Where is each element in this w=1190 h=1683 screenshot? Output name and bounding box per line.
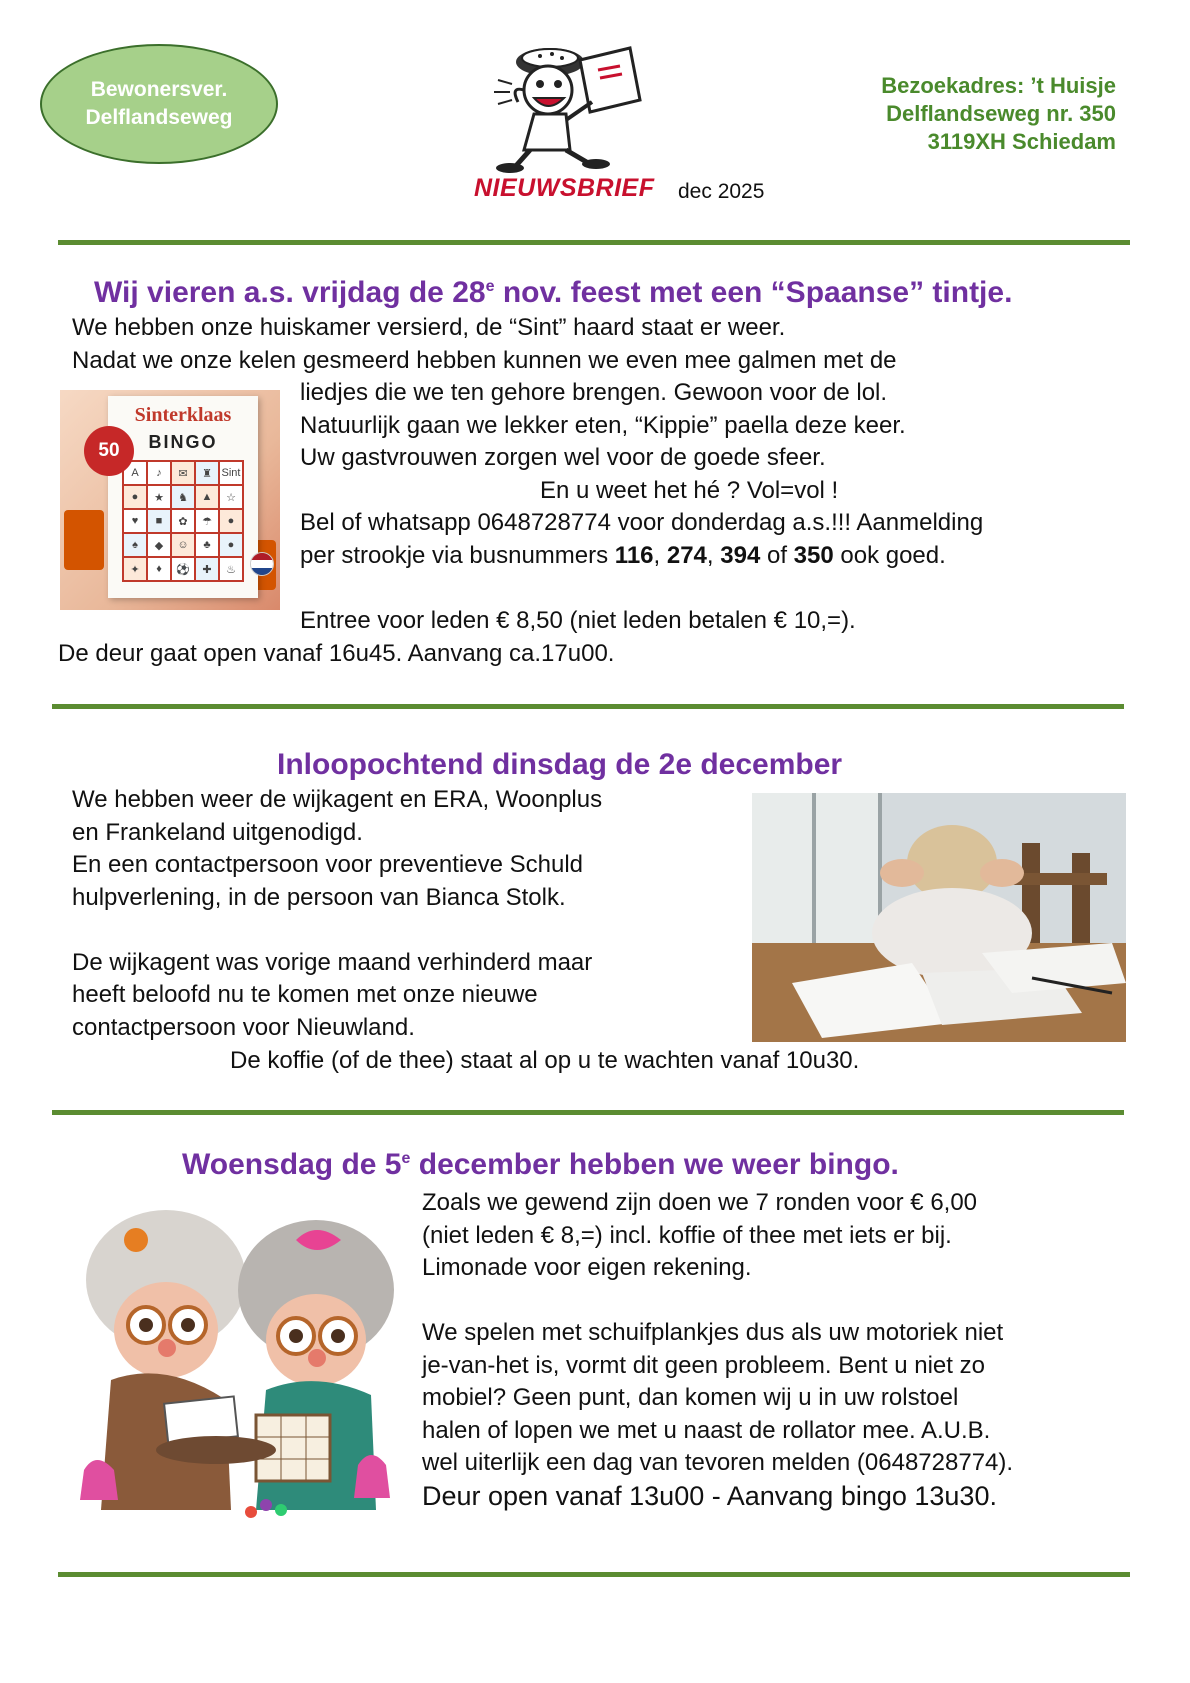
section-1-line-1: We hebben onze huiskamer versierd, de “Sint” haard staat er weer. bbox=[72, 314, 786, 341]
section-2-line-1: We hebben weer de wijkagent en ERA, Woonplus bbox=[72, 786, 603, 813]
bingo-cell: ★ bbox=[148, 486, 170, 508]
section-3-title-part-b: december hebben we weer bingo. bbox=[410, 1148, 899, 1181]
address-line-3: 3119XH Schiedam bbox=[927, 129, 1116, 154]
newsletter-date: dec 2025 bbox=[678, 180, 765, 203]
bingo-card-grid bbox=[122, 460, 244, 582]
bingo-cell: ✿ bbox=[172, 510, 194, 532]
bingo-cell: ■ bbox=[148, 510, 170, 532]
section-1-title-part-a: Wij vieren a.s. vrijdag de 28 bbox=[94, 276, 486, 309]
section-3-line-9: Deur open vanaf 13u00 - Aanvang bingo 13u30. bbox=[422, 1481, 997, 1511]
section-2-line-3: En een contactpersoon voor preventieve Schuld bbox=[72, 851, 583, 878]
badge-line-1: Bewonersver. bbox=[90, 78, 228, 101]
section-1-title-sup: e bbox=[485, 278, 495, 295]
bingo-cell: ⚽ bbox=[172, 558, 194, 580]
section-2-line-6: heeft beloofd nu te komen met onze nieuwe bbox=[72, 981, 538, 1008]
bingo-cell: ✚ bbox=[196, 558, 218, 580]
address-line-1: Bezoekadres: ’t Huisje bbox=[881, 73, 1116, 98]
section-3-line-8: wel uiterlijk een dag van tevoren melden (0648728774). bbox=[422, 1449, 1014, 1476]
newsletter-brand: NIEUWSBRIEF bbox=[474, 174, 655, 202]
section-3-title-sup: e bbox=[401, 1150, 411, 1167]
section-2-line-4: hulpverlening, in de persoon van Bianca Stolk. bbox=[72, 884, 566, 911]
bingo-cell: ♞ bbox=[172, 486, 194, 508]
section-3-line-3: Limonade voor eigen rekening. bbox=[422, 1254, 752, 1281]
divider-1 bbox=[58, 240, 1130, 245]
section-1-line-5: Uw gastvrouwen zorgen wel voor de goede sfeer. bbox=[300, 444, 826, 471]
bus-separator-1: , bbox=[653, 542, 667, 569]
section-3-line-7: halen of lopen we met u naast de rollator mee. A.U.B. bbox=[422, 1417, 991, 1444]
bingo-cell: ☺ bbox=[172, 534, 194, 556]
bingo-cell: ◆ bbox=[148, 534, 170, 556]
bus-number-274: 274 bbox=[666, 542, 707, 569]
section-1-line-7: Bel of whatsapp 0648728774 voor donderdag a.s.!!! Aanmelding bbox=[300, 509, 984, 536]
divider-3 bbox=[52, 1110, 1124, 1115]
address-line-2: Delflandseweg nr. 350 bbox=[886, 101, 1116, 126]
bingo-cell: ♣ bbox=[196, 534, 218, 556]
section-2-line-7: contactpersoon voor Nieuwland. bbox=[72, 1014, 415, 1041]
stressed-woman-photo bbox=[752, 793, 1126, 1042]
section-1-line-8 bbox=[300, 540, 946, 573]
section-3-line-1: Zoals we gewend zijn doen we 7 ronden voor € 6,00 bbox=[422, 1189, 978, 1216]
gift-box-left bbox=[64, 510, 104, 570]
bingo-cell: ▲ bbox=[196, 486, 218, 508]
section-2-line-5: De wijkagent was vorige maand verhinderd maar bbox=[72, 949, 593, 976]
section-3-line-6: mobiel? Geen punt, dan komen wij u in uw rolstoel bbox=[422, 1384, 959, 1411]
dutch-flag-icon bbox=[250, 552, 274, 576]
bus-separator-3: of bbox=[760, 542, 794, 569]
bus-number-350: 350 bbox=[793, 542, 834, 569]
bus-number-394: 394 bbox=[720, 542, 761, 569]
bingo-cell: Sint bbox=[220, 462, 242, 484]
badge-line-2: Delflandseweg bbox=[85, 106, 233, 129]
bingo-cell: ♦ bbox=[148, 558, 170, 580]
bus-number-116: 116 bbox=[614, 542, 654, 569]
association-badge bbox=[40, 44, 278, 164]
section-3-line-5: je-van-het is, vormt dit geen probleem. Bent u niet zo bbox=[422, 1352, 985, 1379]
bingo-cell: ♠ bbox=[124, 534, 146, 556]
bingo-cell: ✦ bbox=[124, 558, 146, 580]
section-2-title: Inloopochtend dinsdag de 2e december bbox=[277, 748, 843, 781]
section-1-line-6: En u weet het hé ? Vol=vol ! bbox=[540, 477, 839, 504]
bingo-cell: ♪ bbox=[148, 462, 170, 484]
bingo-cell: ● bbox=[220, 510, 242, 532]
bingo-card-subtitle: BINGO bbox=[148, 432, 218, 452]
bus-intro: per strookje via busnummers bbox=[300, 542, 615, 569]
section-1-line-2: Nadat we onze kelen gesmeerd hebben kunnen we even mee galmen met de bbox=[72, 347, 897, 374]
bingo-cell: ♨ bbox=[220, 558, 242, 580]
section-2-line-8: De koffie (of de thee) staat al op u te wachten vanaf 10u30. bbox=[230, 1047, 860, 1074]
bingo-card-title: Sinterklaas bbox=[134, 404, 232, 426]
section-1-title bbox=[94, 276, 1012, 310]
section-3-title-part-a: Woensdag de 5 bbox=[182, 1148, 402, 1181]
bingo-grannies-illustration bbox=[66, 1200, 406, 1520]
bingo-cell: ♥ bbox=[124, 510, 146, 532]
bus-separator-2: , bbox=[706, 542, 721, 569]
section-2-line-2: en Frankeland uitgenodigd. bbox=[72, 819, 363, 846]
section-1-title-part-b: nov. feest met een “Spaanse” tintje. bbox=[494, 276, 1013, 309]
section-3-line-4: We spelen met schuifplankjes dus als uw motoriek niet bbox=[422, 1319, 1004, 1346]
section-3-line-2: (niet leden € 8,=) incl. koffie of thee met iets er bij. bbox=[422, 1222, 952, 1249]
bingo-cell: ● bbox=[220, 534, 242, 556]
section-3-title bbox=[182, 1148, 899, 1182]
bus-outro: ook goed. bbox=[833, 542, 946, 569]
bingo-cell: ✉ bbox=[172, 462, 194, 484]
newspaper-boy-logo bbox=[480, 40, 660, 175]
bingo-cell: ● bbox=[124, 486, 146, 508]
section-1-line-3: liedjes die we ten gehore brengen. Gewoon voor de lol. bbox=[300, 379, 888, 406]
bingo-cell: ♜ bbox=[196, 462, 218, 484]
section-1-line-4: Natuurlijk gaan we lekker eten, “Kippie” paella deze keer. bbox=[300, 412, 906, 439]
visiting-address bbox=[881, 72, 1116, 156]
bingo-cell: ☆ bbox=[220, 486, 242, 508]
bingo-cell: A bbox=[124, 462, 146, 484]
section-1-line-9: Entree voor leden € 8,50 (niet leden betalen € 10,=). bbox=[300, 607, 856, 634]
divider-2 bbox=[52, 704, 1124, 709]
bingo-cell: ☂ bbox=[196, 510, 218, 532]
card-count-badge: 50 bbox=[84, 426, 134, 476]
bingo-card bbox=[108, 396, 258, 598]
divider-4 bbox=[58, 1572, 1130, 1577]
sinterklaas-bingo-image bbox=[60, 390, 280, 610]
section-1-line-10: De deur gaat open vanaf 16u45. Aanvang ca.17u00. bbox=[58, 640, 615, 667]
